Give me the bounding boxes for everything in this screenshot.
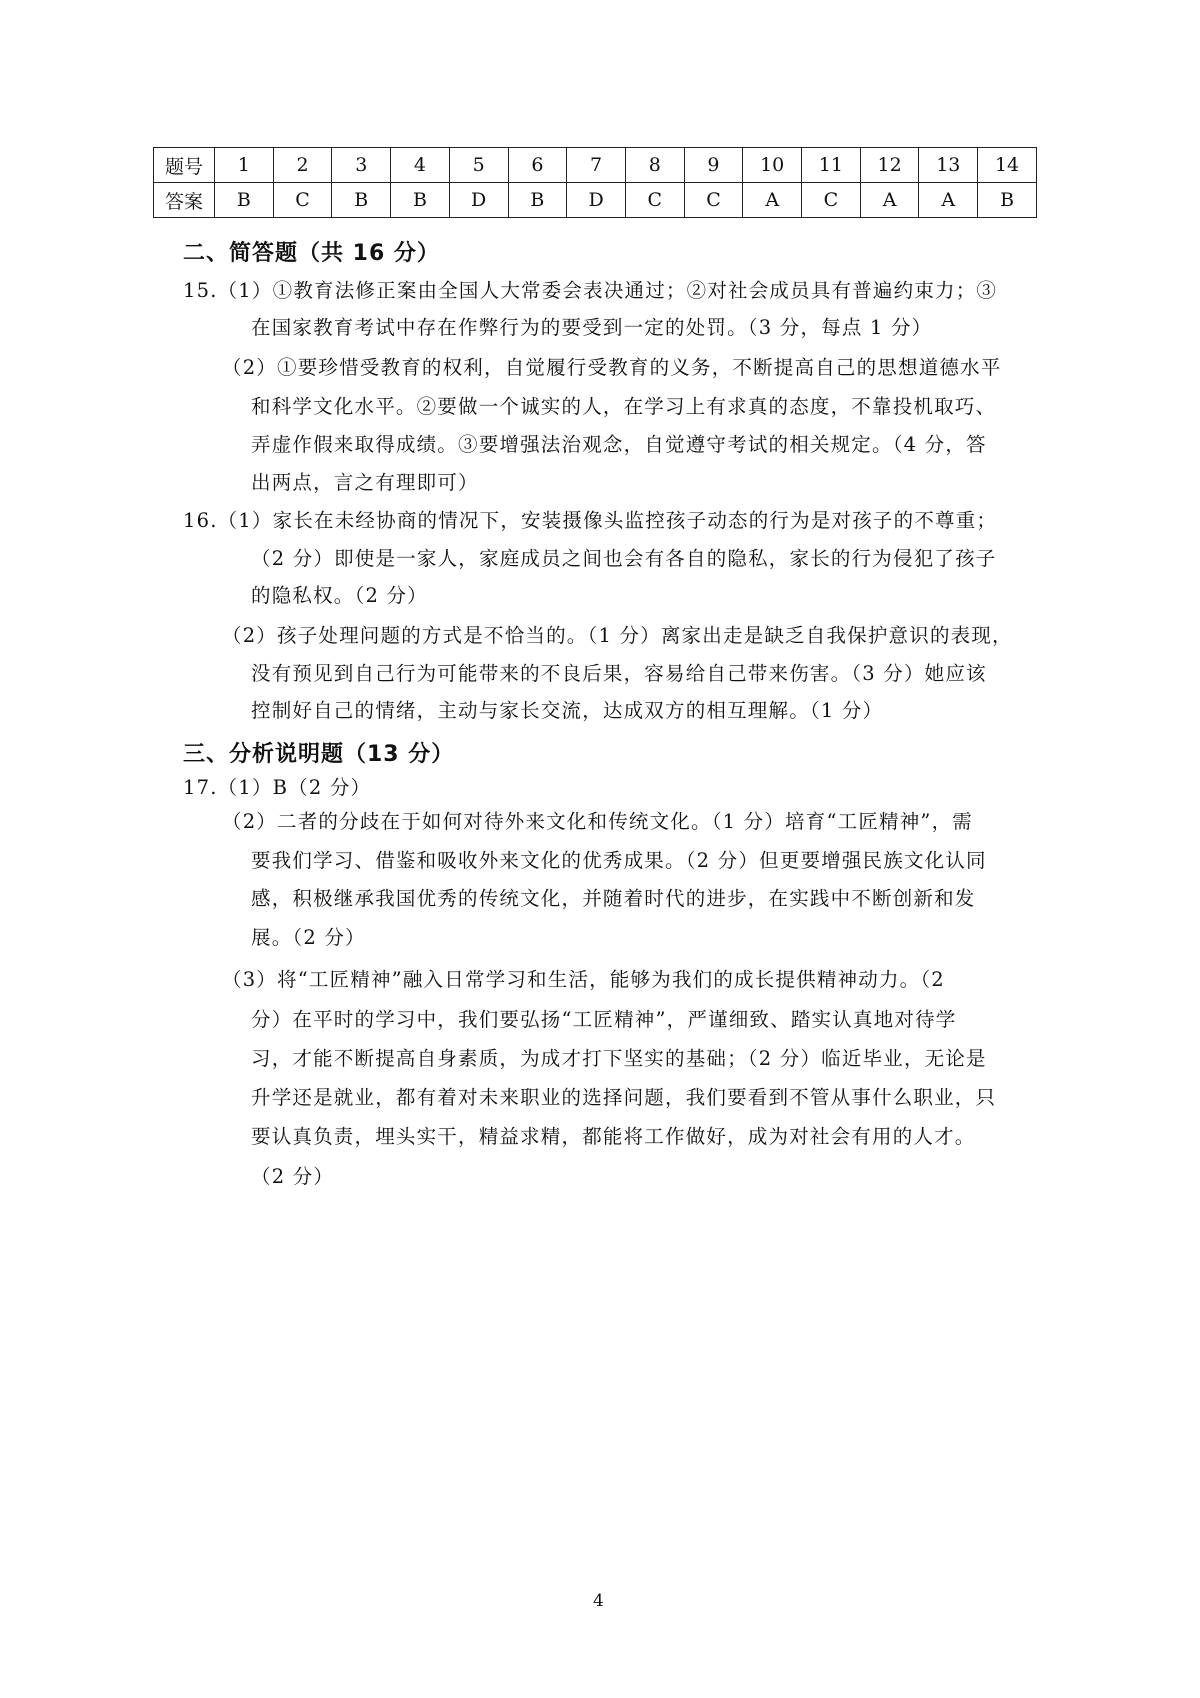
answer-cell: C: [625, 183, 684, 218]
question-number: 11: [802, 148, 861, 183]
question-number: 14: [978, 148, 1037, 183]
answer-cell: C: [684, 183, 743, 218]
row-label-number: 题号: [154, 148, 215, 183]
answer-cell: C: [802, 183, 861, 218]
answer-cell: B: [332, 183, 391, 218]
question-number: 7: [567, 148, 626, 183]
answer-cell: A: [919, 183, 978, 218]
answer-cell: C: [273, 183, 332, 218]
question-number: 2: [273, 148, 332, 183]
q17-line: 要我们学习、借鉴和吸收外来文化的优秀成果。（2 分）但更要增强民族文化认同: [251, 849, 987, 872]
answer-table: [153, 147, 1037, 218]
question-number-row: [154, 148, 1037, 183]
q15-line: 出两点，言之有理即可）: [251, 471, 479, 494]
q17-line: 升学还是就业，都有着对未来职业的选择问题，我们要看到不管从事什么职业，只: [251, 1086, 997, 1109]
answer-cell: B: [215, 183, 274, 218]
answer-cell: A: [743, 183, 802, 218]
page-number: 4: [593, 1591, 604, 1611]
q17-line: 分）在平时的学习中，我们要弘扬“工匠精神”，严谨细致、踏实认真地对待学: [251, 1008, 957, 1031]
q15-line: 15.（1）①教育法修正案由全国人大常委会表决通过；②对社会成员具有普遍约束力；③: [183, 279, 998, 302]
q17-line: （2 分）: [251, 1165, 335, 1188]
answer-cell: D: [449, 183, 508, 218]
q17-line: 17.（1）B（2 分）: [183, 776, 372, 799]
q16-line: 16.（1）家长在未经协商的情况下，安装摄像头监控孩子动态的行为是对孩子的不尊重；: [183, 509, 998, 532]
question-number: 9: [684, 148, 743, 183]
q16-line: 的隐私权。（2 分）: [251, 584, 428, 607]
q17-line: 要认真负责，埋头实干，精益求精，都能将工作做好，成为对社会有用的人才。: [251, 1125, 976, 1148]
question-number: 1: [215, 148, 274, 183]
answer-cell: D: [567, 183, 626, 218]
q16-line: （2 分）即使是一家人，家庭成员之间也会有各自的隐私，家长的行为侵犯了孩子: [251, 547, 997, 570]
question-number: 4: [391, 148, 450, 183]
q17-line: 习，才能不断提高自身素质，为成才打下坚实的基础；（2 分）临近毕业，无论是: [251, 1047, 987, 1070]
q17-line: 展。（2 分）: [251, 926, 366, 949]
q16-line: （2）孩子处理问题的方式是不恰当的。（1 分）离家出走是缺乏自我保护意识的表现，: [222, 624, 1013, 647]
answer-cell: B: [978, 183, 1037, 218]
answer-cell: B: [391, 183, 450, 218]
section-2-heading: 二、简答题（共 16 分）: [183, 241, 440, 266]
q16-line: 控制好自己的情绪，主动与家长交流，达成双方的相互理解。（1 分）: [251, 699, 884, 722]
question-number: 10: [743, 148, 802, 183]
q15-line: 弄虚作假来取得成绩。③要增强法治观念，自觉遵守考试的相关规定。（4 分，答: [251, 433, 987, 456]
q17-line: （3）将“工匠精神”融入日常学习和生活，能够为我们的成长提供精神动力。（2: [222, 968, 945, 991]
question-number: 3: [332, 148, 391, 183]
question-number: 6: [508, 148, 567, 183]
section-3-heading: 三、分析说明题（13 分）: [183, 742, 455, 767]
answer-cell: B: [508, 183, 567, 218]
question-number: 5: [449, 148, 508, 183]
answer-row: [154, 183, 1037, 218]
q15-line: （2）①要珍惜受教育的权利，自觉履行受教育的义务，不断提高自己的思想道德水平: [222, 356, 1002, 379]
answer-cell: A: [860, 183, 919, 218]
q15-line: 和科学文化水平。②要做一个诚实的人，在学习上有求真的态度，不靠投机取巧、: [251, 395, 997, 418]
question-number: 13: [919, 148, 978, 183]
q16-line: 没有预见到自己行为可能带来的不良后果，容易给自己带来伤害。（3 分）她应该: [251, 662, 987, 685]
question-number: 12: [860, 148, 919, 183]
q15-line: 在国家教育考试中存在作弊行为的要受到一定的处罚。（3 分，每点 1 分）: [251, 316, 933, 339]
question-number: 8: [625, 148, 684, 183]
q17-line: （2）二者的分歧在于如何对待外来文化和传统文化。（1 分）培育“工匠精神”，需: [222, 810, 973, 833]
row-label-answer: 答案: [154, 183, 215, 218]
q17-line: 感，积极继承我国优秀的传统文化，并随着时代的进步，在实践中不断创新和发: [251, 887, 976, 910]
